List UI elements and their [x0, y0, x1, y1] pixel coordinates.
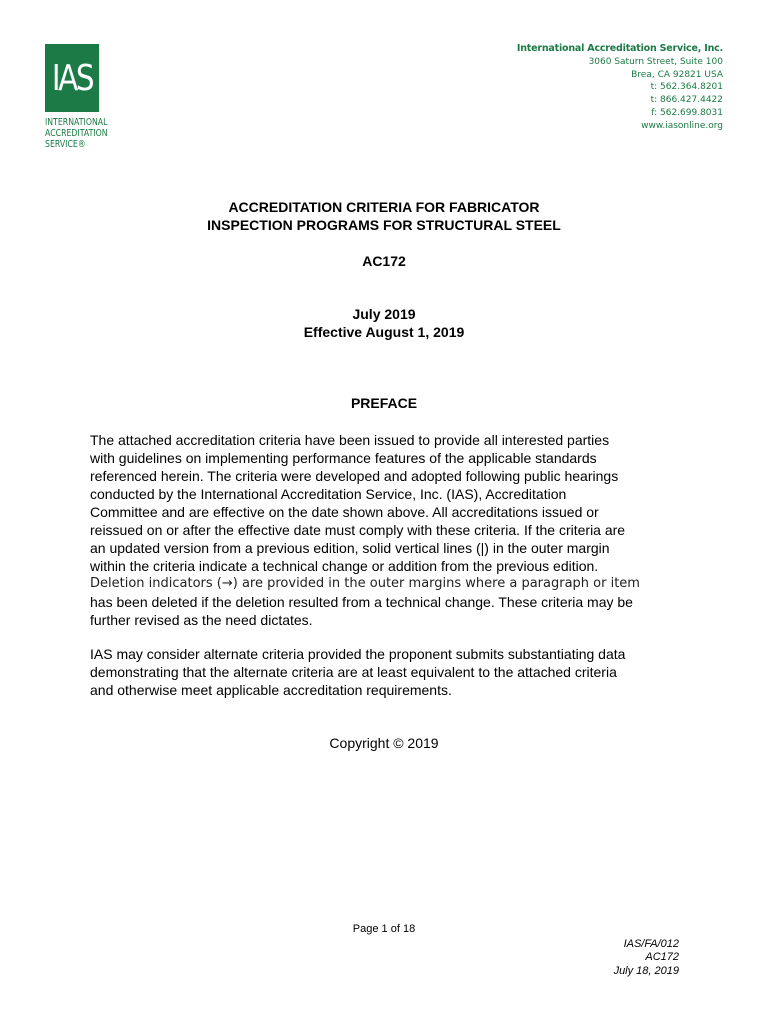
paragraph-line: referenced herein. The criteria were developed and adopted following public hearings — [90, 468, 619, 484]
phone-1: t: 562.364.8201 — [650, 82, 723, 93]
preface-heading: PREFACE — [350, 395, 418, 411]
revision-date: July 18, 2019 — [613, 964, 679, 977]
paragraph-line: The attached accreditation criteria have been issued to provide all interested parties — [90, 432, 610, 448]
fax-number: f: 562.699.8031 — [651, 107, 723, 118]
paragraph-line: Deletion indicators (→) are provided in the outer margins where a paragraph or item — [90, 576, 640, 591]
doc-effective-date: Effective August 1, 2019 — [303, 324, 465, 340]
paragraph-line: with guidelines on implementing performance features of the applicable standards — [90, 450, 597, 466]
logo-mark: IAS — [45, 44, 99, 112]
doc-date: July 2019 — [352, 306, 416, 322]
paragraph-line: Committee and are effective on the date shown above. All accreditations issued or — [90, 504, 599, 520]
doc-code: AC172 — [362, 253, 406, 269]
street-address: 3060 Saturn Street, Suite 100 — [588, 56, 723, 67]
paragraph-line: demonstrating that the alternate criteria are at least equivalent to the attached criteria — [90, 664, 617, 680]
phone-2: t: 866.427.4422 — [650, 95, 723, 106]
logo-word: INTERNATIONAL — [45, 117, 108, 128]
paragraph-line: an updated version from a previous edition, solid vertical lines (|) in the outer margin — [90, 540, 610, 556]
page-number: Page 1 of 18 — [352, 923, 416, 935]
website: www.iasonline.org — [641, 120, 723, 131]
logo-wordmark — [45, 117, 108, 150]
preface-paragraph-1 — [90, 431, 690, 629]
city-address: Brea, CA 92821 USA — [631, 69, 723, 80]
footer-metadata — [614, 938, 679, 978]
paragraph-line: has been deleted if the deletion resulted from a technical change. These criteria may be — [90, 594, 633, 610]
doc-title-line-2: INSPECTION PROGRAMS FOR STRUCTURAL STEEL — [207, 217, 561, 233]
preface-paragraph-2 — [90, 645, 690, 699]
doc-title-line-1: ACCREDITATION CRITERIA FOR FABRICATOR — [228, 199, 540, 215]
paragraph-line: and otherwise meet applicable accreditation requirements. — [90, 682, 452, 698]
paragraph-line: conducted by the International Accreditation Service, Inc. (IAS), Accreditation — [90, 486, 567, 502]
copyright-notice: Copyright © 2019 — [329, 735, 439, 751]
logo-word: SERVICE® — [45, 139, 86, 150]
logo-word: ACCREDITATION — [45, 128, 108, 139]
letterhead-address — [517, 43, 723, 133]
form-code: IAS/FA/012 — [623, 938, 679, 950]
paragraph-line: reissued on or after the effective date must comply with these criteria. If the criteria are — [90, 522, 626, 538]
paragraph-line: IAS may consider alternate criteria provided the proponent submits substantiating data — [90, 646, 626, 662]
org-name: International Accreditation Service, Inc. — [516, 43, 723, 54]
paragraph-line: within the criteria indicate a technical change or addition from the previous edition. — [90, 558, 599, 574]
paragraph-line: further revised as the need dictates. — [90, 612, 313, 628]
footer-doc-code: AC172 — [645, 951, 679, 964]
